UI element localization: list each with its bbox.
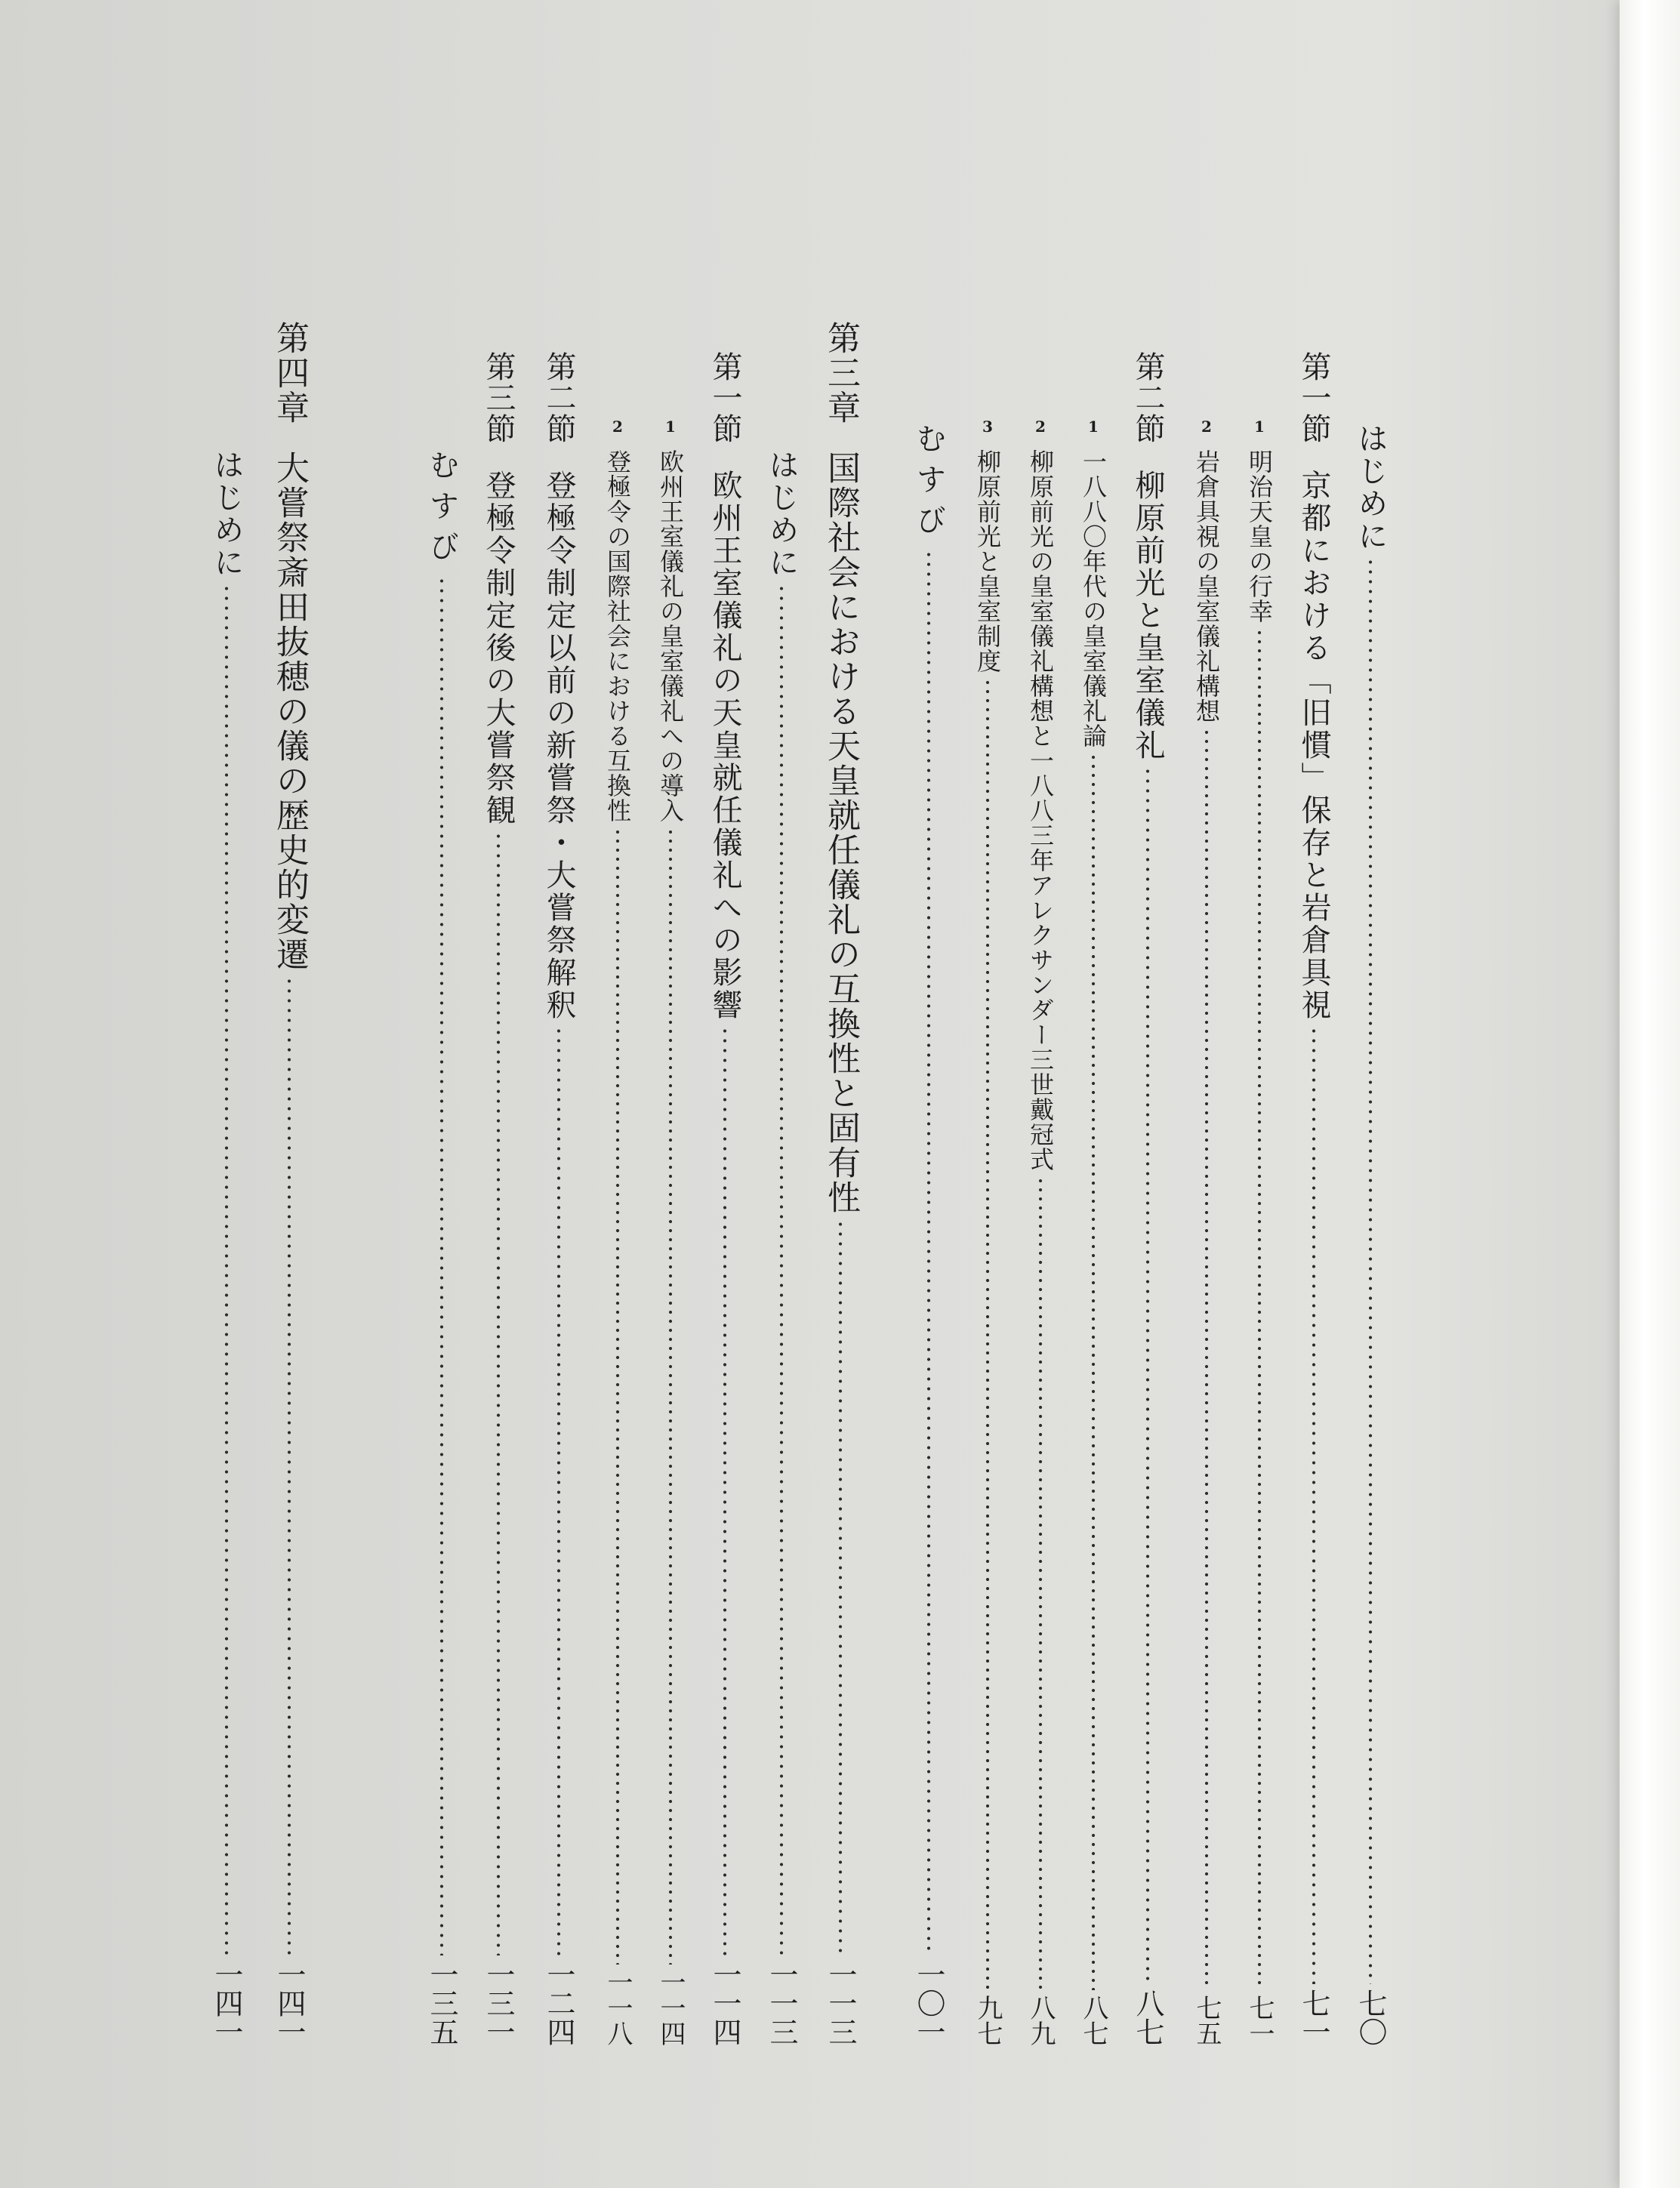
subsection-number: 2: [1201, 418, 1212, 436]
dot-leader: [1312, 1026, 1316, 1984]
toc-entry: [481, 351, 516, 2046]
page-number: 七一: [1297, 1989, 1330, 2046]
subsection-number: 1: [665, 418, 676, 436]
page-number: 八七: [1078, 1995, 1108, 2046]
page-number: 八九: [1025, 1995, 1056, 2046]
toc-label: はじめに: [209, 449, 244, 579]
chapter-prefix: 第三章: [822, 321, 860, 425]
subsection-number: 2: [1035, 418, 1046, 436]
toc-entry: [822, 321, 860, 2046]
toc-label: 欧州王室儀礼の皇室儀礼への導入: [656, 449, 685, 823]
section-prefix: 第一節: [707, 351, 742, 444]
page-number: 一二四: [542, 1960, 575, 2046]
section-prefix: 第二節: [541, 351, 576, 444]
page-number: 一三五: [425, 1960, 458, 2046]
toc-label: はじめに: [1353, 423, 1388, 553]
toc-entry: [541, 351, 576, 2046]
dot-leader: [985, 678, 990, 1990]
toc-entry: [655, 418, 686, 2046]
book-gutter: [1620, 0, 1680, 2188]
dot-leader: [779, 584, 784, 1955]
toc-label: 京都における「旧慣」保存と岩倉具視: [1296, 470, 1331, 1022]
dot-leader: [668, 827, 673, 1965]
subsection-number: 2: [612, 418, 623, 436]
toc-label: 登極令の国際社会における互換性: [603, 449, 632, 823]
dot-leader: [439, 576, 444, 1955]
page-number: 一一四: [708, 1960, 741, 2046]
toc-entry: [1244, 418, 1275, 2046]
dot-leader: [287, 976, 291, 1955]
page-number: 七〇: [1354, 1989, 1387, 2046]
toc-entry: [1130, 351, 1165, 2046]
toc-entry: [424, 449, 459, 2046]
dot-leader: [1204, 728, 1209, 1990]
section-prefix: 第三節: [481, 351, 516, 444]
dot-leader: [615, 827, 620, 1965]
dot-leader: [496, 831, 501, 1955]
page-number: 七五: [1191, 1995, 1222, 2046]
toc-label: 柳原前光と皇室制度: [973, 449, 1002, 673]
page-number: 九七: [973, 1995, 1003, 2046]
page-number: 一一八: [603, 1969, 633, 2046]
dot-leader: [224, 584, 229, 1955]
page-number: 一〇一: [912, 1960, 945, 2046]
page-number: 八七: [1131, 1989, 1164, 2046]
toc-entry: [1025, 418, 1056, 2046]
dot-leader: [838, 1219, 843, 1955]
toc-label: 登極令制定以前の新嘗祭・大嘗祭解釈: [541, 470, 576, 1022]
toc-entry: [1296, 351, 1331, 2046]
dot-leader: [1091, 753, 1096, 1990]
subsection-number: 1: [1254, 418, 1265, 436]
toc-label: 欧州王室儀礼の天皇就任儀礼への影響: [707, 470, 742, 1022]
dot-leader: [926, 550, 931, 1955]
dot-leader: [1368, 557, 1373, 1984]
toc-entry: [766, 449, 797, 2046]
toc-label: 登極令制定後の大嘗祭観: [481, 470, 516, 827]
toc-label: 国際社会における天皇就任儀礼の互換性と固有性: [822, 451, 860, 1215]
chapter-prefix: 第四章: [270, 321, 309, 425]
toc-entry: [1355, 423, 1386, 2046]
subsection-number: 1: [1088, 418, 1099, 436]
toc-label: はじめに: [764, 449, 799, 579]
page-number: 一四一: [273, 1960, 306, 2046]
page-number: 一三一: [482, 1960, 515, 2046]
toc-label: むすび: [911, 423, 946, 545]
toc-label: 柳原前光と皇室儀礼: [1130, 470, 1165, 762]
toc-entry: [1191, 418, 1222, 2046]
toc-entry: [973, 418, 1003, 2046]
toc-entry: [211, 449, 242, 2046]
toc-entry: [1080, 419, 1106, 2046]
toc-entry: [270, 321, 309, 2046]
toc-label: 一八八〇年代の皇室儀礼論: [1079, 449, 1108, 748]
page-number: 一四一: [210, 1960, 243, 2046]
toc-label: 明治天皇の行幸: [1245, 449, 1274, 624]
section-prefix: 第二節: [1130, 351, 1165, 444]
toc-label: 岩倉具視の皇室儀礼構想: [1192, 449, 1221, 723]
section-prefix: 第一節: [1296, 351, 1331, 444]
dot-leader: [1145, 766, 1150, 1984]
page-number: 一一三: [824, 1960, 857, 2046]
toc-entry: [603, 418, 633, 2046]
page-number: 一一四: [655, 1969, 686, 2046]
page-number: 七一: [1244, 1995, 1275, 2046]
dot-leader: [723, 1026, 727, 1955]
dot-leader: [1257, 628, 1262, 1990]
toc-entry: [911, 423, 946, 2046]
subsection-number: 3: [982, 418, 993, 436]
toc-label: 柳原前光の皇室儀礼構想と一八八三年アレクサンダー三世戴冠式: [1026, 449, 1055, 1172]
page-number: 一一三: [765, 1960, 798, 2046]
toc-label: むすび: [424, 449, 459, 572]
dot-leader: [1038, 1176, 1043, 1990]
toc-label: 大嘗祭斎田抜穂の儀の歴史的変遷: [270, 451, 309, 972]
toc-entry: [707, 351, 742, 2046]
dot-leader: [556, 1026, 561, 1955]
